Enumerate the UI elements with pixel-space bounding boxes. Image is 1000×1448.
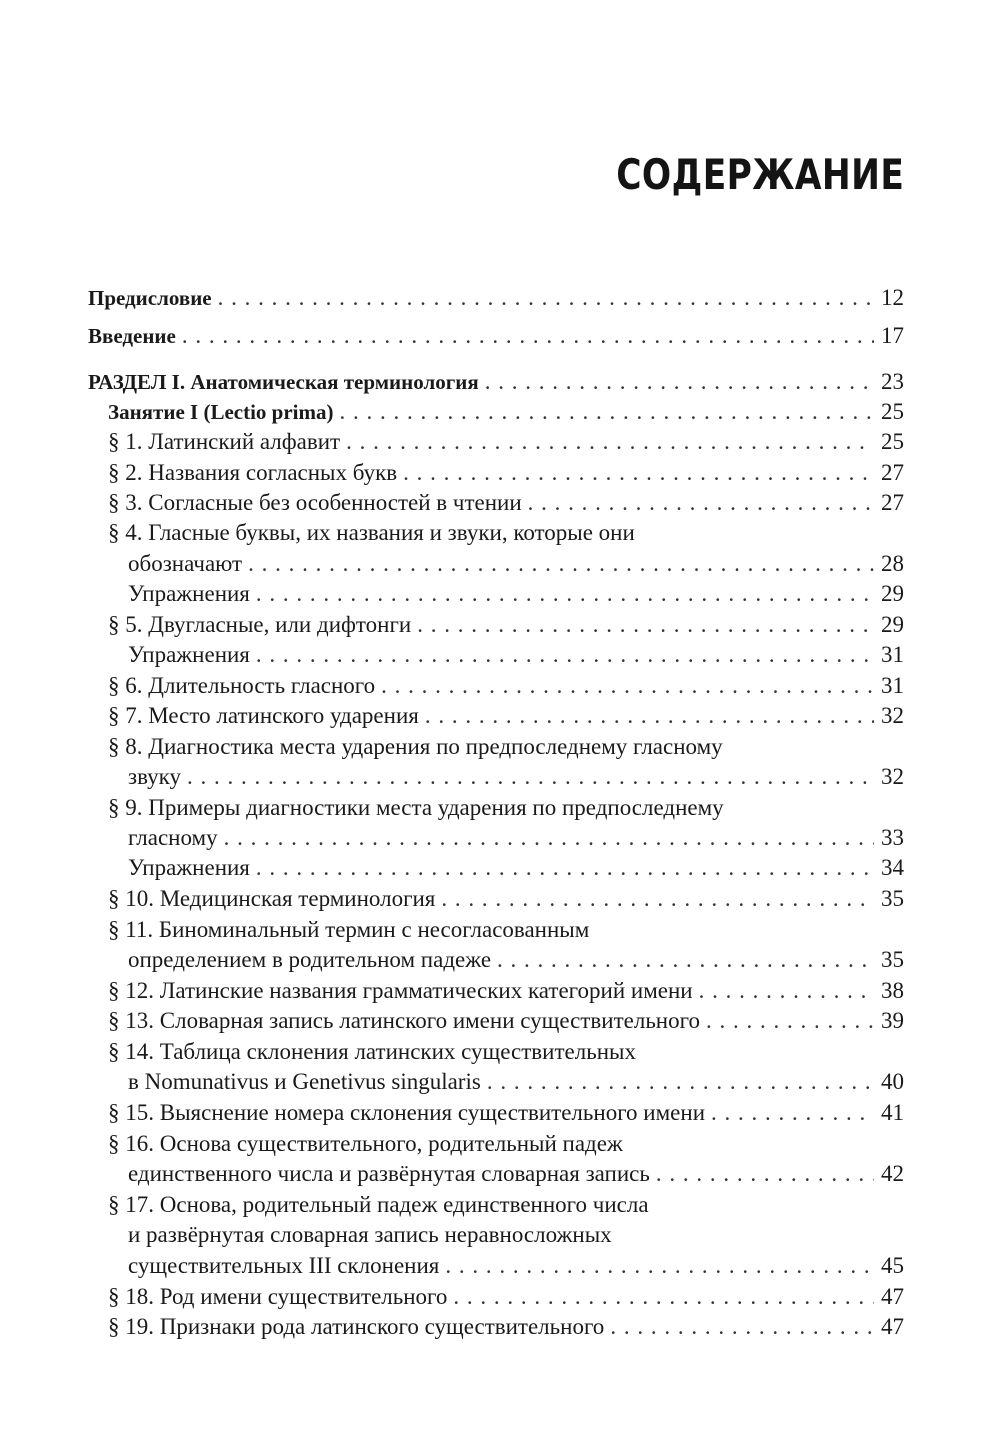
toc-entry-text: Предисловие: [88, 286, 212, 310]
toc-entry-para-10[interactable]: [108, 884, 904, 914]
toc-entry-para-5[interactable]: [108, 610, 904, 640]
toc-entry-para-17-line2: и развёрнутая словарная запись неравносложных: [128, 1222, 612, 1247]
toc-entry-introduction[interactable]: [88, 321, 904, 351]
toc-entry-page: 32: [881, 703, 904, 728]
toc-entry-page: 23: [881, 369, 904, 394]
toc-entry-para-9-line1: § 9. Примеры диагностики места ударения по предпоследнему: [108, 795, 724, 820]
toc-entry-para-16-line1: § 16. Основа существительного, родительный падеж: [108, 1131, 623, 1156]
toc-entry-exercises[interactable]: [128, 853, 904, 883]
toc-entry-section-1[interactable]: [88, 367, 904, 397]
leader-dots: [248, 549, 874, 579]
toc-entry-page: 38: [881, 978, 904, 1003]
toc-entry-para-8[interactable]: [128, 762, 904, 792]
leader-dots: [656, 1159, 874, 1189]
toc-entry-exercises[interactable]: [128, 640, 904, 670]
leader-dots: [187, 762, 874, 792]
toc-entry-para-19[interactable]: [108, 1312, 904, 1342]
toc-entry-text: § 18. Род имени существительного: [108, 1284, 448, 1309]
toc-entry-page: 35: [881, 947, 904, 972]
leader-dots: [485, 367, 874, 397]
toc-entry-text: Занятие I (Lectio prima): [108, 400, 334, 424]
toc-entry-page: 31: [881, 642, 904, 667]
leader-dots: [340, 397, 875, 427]
toc-entry-page: 35: [881, 886, 904, 911]
leader-dots: [528, 488, 874, 518]
leader-dots: [256, 640, 874, 670]
leader-dots: [610, 1312, 874, 1342]
leader-dots: [403, 458, 874, 488]
toc-entry-para-11-line1: § 11. Биноминальный термин с несогласованным: [108, 917, 590, 942]
toc-entry-page: 31: [881, 673, 904, 698]
leader-dots: [182, 321, 874, 351]
toc-entry-page: 27: [881, 490, 904, 515]
toc-entry-page: 45: [881, 1253, 904, 1278]
toc-entry-para-2[interactable]: [108, 458, 904, 488]
toc-entry-para-13[interactable]: [108, 1006, 904, 1036]
toc-entry-text: § 19. Признаки рода латинского существительного: [108, 1314, 605, 1339]
leader-dots: [711, 1098, 874, 1128]
leader-dots: [441, 884, 874, 914]
toc-entry-text: § 13. Словарная запись латинского имени существительного: [108, 1008, 700, 1033]
toc-entry-text: § 3. Согласные без особенностей в чтении: [108, 490, 522, 515]
toc-entry-para-4-line1: § 4. Гласные буквы, их названия и звуки, которые они: [108, 520, 635, 545]
toc-entry-text: звуку: [128, 764, 182, 789]
toc-entry-para-9[interactable]: [128, 823, 904, 853]
leader-dots: [224, 823, 874, 853]
toc-entry-text: Упражнения: [128, 642, 250, 667]
leader-dots: [381, 671, 874, 701]
toc-entry-page: 47: [881, 1284, 904, 1309]
toc-entry-page: 12: [881, 285, 904, 310]
toc-entry-text: единственного числа и развёрнутая словарная запись: [128, 1161, 650, 1186]
toc-entry-page: 42: [881, 1161, 904, 1186]
leader-dots: [256, 579, 874, 609]
toc-entry-para-8-line1: § 8. Диагностика места ударения по предпоследнему гласному: [108, 734, 723, 759]
toc-entry-text: гласному: [128, 825, 218, 850]
toc-entry-page: 29: [881, 581, 904, 606]
toc-entry-text: § 10. Медицинская терминология: [108, 886, 436, 911]
toc-entry-text: § 5. Двугласные, или дифтонги: [108, 612, 412, 637]
toc-entry-text: определением в родительном падеже: [128, 947, 492, 972]
toc-entry-page: 34: [881, 855, 904, 880]
toc-entry-text: существительных III склонения: [128, 1253, 440, 1278]
toc-entry-page: 33: [881, 825, 904, 850]
toc-entry-page: 39: [881, 1008, 904, 1033]
toc-entry-text: § 6. Длительность гласного: [108, 673, 376, 698]
toc-entry-page: 40: [881, 1069, 904, 1094]
toc-entry-text: Введение: [88, 324, 176, 348]
toc-entry-text: Упражнения: [128, 855, 250, 880]
leader-dots: [445, 1251, 874, 1281]
toc-entry-para-12[interactable]: [108, 976, 904, 1006]
toc-entry-page: 25: [881, 399, 904, 424]
toc-entry-page: 27: [881, 460, 904, 485]
toc-entry-para-3[interactable]: [108, 488, 904, 518]
toc-entry-lesson-1[interactable]: [108, 397, 904, 427]
toc-entry-para-14[interactable]: [128, 1067, 904, 1097]
toc-entry-text: обозначают: [128, 551, 243, 576]
leader-dots: [453, 1282, 874, 1312]
toc-entry-text: в Nomunativus и Genetivus singularis: [128, 1069, 481, 1094]
toc-entry-text: § 1. Латинский алфавит: [108, 429, 341, 454]
leader-dots: [417, 610, 874, 640]
toc-entry-para-17[interactable]: [128, 1251, 904, 1281]
toc-entry-para-16[interactable]: [128, 1159, 904, 1189]
toc-entry-page: 25: [881, 429, 904, 454]
toc-entry-text: Упражнения: [128, 581, 250, 606]
toc-entry-para-14-line1: § 14. Таблица склонения латинских существительных: [108, 1039, 636, 1064]
toc-entry-page: 47: [881, 1314, 904, 1339]
toc-entry-para-15[interactable]: [108, 1098, 904, 1128]
leader-dots: [425, 701, 874, 731]
toc-entry-page: 32: [881, 764, 904, 789]
leader-dots: [699, 976, 874, 1006]
toc-entry-preface[interactable]: [88, 283, 904, 313]
toc-entry-page: 17: [881, 323, 904, 348]
toc-entry-page: 28: [881, 551, 904, 576]
leader-dots: [218, 283, 874, 313]
toc-entry-text: РАЗДЕЛ I. Анатомическая терминология: [88, 370, 479, 394]
leader-dots: [487, 1067, 874, 1097]
toc-entry-para-4[interactable]: [128, 549, 904, 579]
leader-dots: [497, 945, 874, 975]
toc-entry-text: § 12. Латинские названия грамматических категорий имени: [108, 978, 693, 1003]
toc-entry-para-7[interactable]: [108, 701, 904, 731]
toc-entry-page: 29: [881, 612, 904, 637]
toc-entry-para-18[interactable]: [108, 1282, 904, 1312]
toc-entry-text: § 15. Выяснение номера склонения существительного имени: [108, 1100, 706, 1125]
leader-dots: [346, 427, 874, 457]
toc-entry-para-1[interactable]: [108, 427, 904, 457]
toc-entry-exercises[interactable]: [128, 579, 904, 609]
leader-dots: [256, 853, 874, 883]
toc-entry-para-6[interactable]: [108, 671, 904, 701]
page-title: СОДЕРЖАНИЕ: [615, 150, 904, 199]
toc-entry-para-11[interactable]: [128, 945, 904, 975]
leader-dots: [706, 1006, 874, 1036]
toc-entry-text: § 7. Место латинского ударения: [108, 703, 419, 728]
toc-entry-text: § 2. Названия согласных букв: [108, 460, 398, 485]
toc-entry-para-17-line1: § 17. Основа, родительный падеж единственного числа: [108, 1192, 649, 1217]
toc-entry-page: 41: [881, 1100, 904, 1125]
